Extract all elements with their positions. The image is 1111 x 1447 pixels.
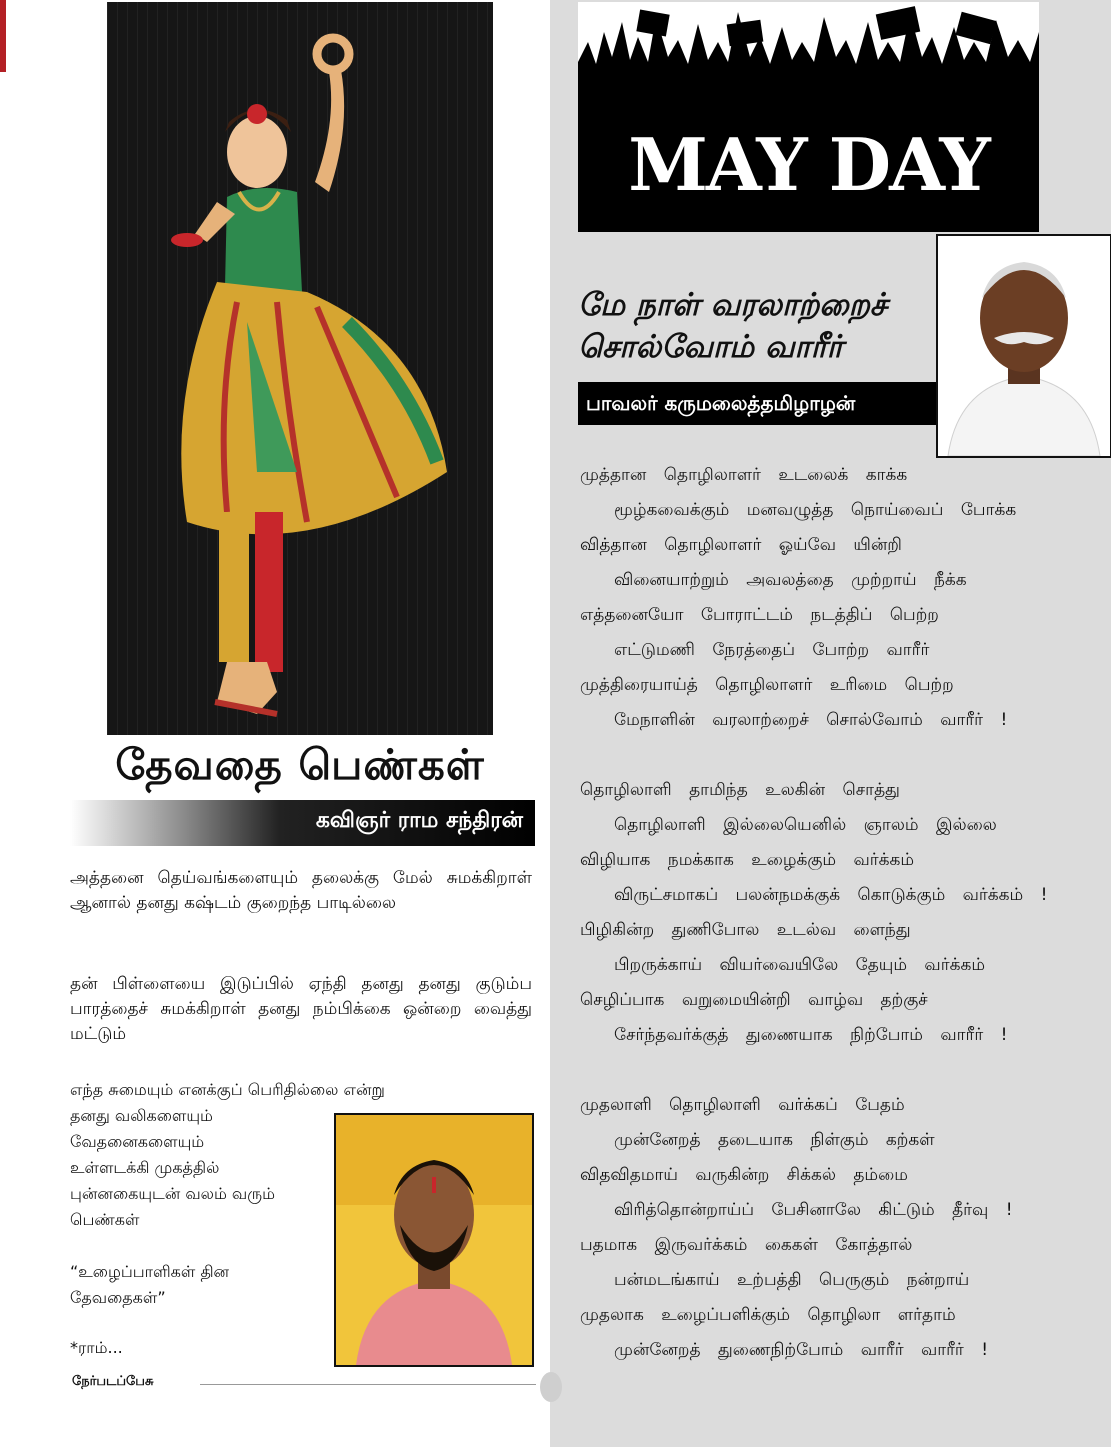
verse-line: பன்மடங்காய் உற்பத்தி பெருகும் நன்றாய் (614, 1270, 970, 1290)
verse-line: எத்தனையோ போராட்டம் நடத்திப் பெற்ற (580, 605, 939, 625)
poem-line: புன்னகையுடன் வலம் வரும் (70, 1184, 275, 1203)
verse-line: விருட்சமாகப் பலன்நமக்குக் கொடுக்கும் வர்க்கம் ! (614, 885, 1048, 905)
verse-line: விதவிதமாய் வருகின்ற சிக்கல் தம்மை (580, 1165, 908, 1185)
verse-line: பதமாக இருவர்க்கம் கைகள் கோத்தால் (580, 1235, 913, 1255)
may-day-banner (578, 2, 1039, 232)
verse-line: பிழிகின்ற துணிபோல உடல்வ ளைந்து (580, 920, 911, 940)
poem-title-line: சொல்வோம் வாரீர் (578, 329, 843, 365)
verse-line: முன்னேறத் தடையாக நிள்கும் கற்கள் (614, 1130, 935, 1150)
verse-line: தொழிலாளி இல்லையெனில் ஞாலம் இல்லை (614, 815, 997, 835)
article-title: தேவதை பெண்கள் (115, 740, 485, 789)
poem-line: வேதனைகளையும் (70, 1132, 205, 1151)
verse-line: விழியாக நமக்காக உழைக்கும் வர்க்கம் (580, 850, 915, 870)
poet-photo (936, 234, 1111, 458)
verse-line: மேநாளின் வரலாற்றைச் சொல்வோம் வாரீர் ! (614, 710, 1008, 730)
verse-line: வித்தான தொழிலாளர் ஓய்வே யின்றி (580, 535, 902, 555)
dancer-painting (107, 2, 493, 735)
verse-line: வினையாற்றும் அவலத்தை முற்றாய் நீக்க (614, 570, 967, 590)
verse-line: எட்டுமணி நேரத்தைப் போற்ற வாரீர் (614, 640, 930, 660)
crowd-silhouette-icon (578, 2, 1039, 112)
poem-line: எந்த சுமையும் எனக்குப் பெரிதில்லை என்று (70, 1080, 385, 1099)
verse-line: முதலாளி தொழிலாளி வர்க்கப் பேதம் (580, 1095, 905, 1115)
verse-line: செழிப்பாக வறுமையின்றி வாழ்வ தற்குச் (580, 990, 928, 1010)
verse-line: முதலாக உழைப்பளிக்கும் தொழிலா ளர்தாம் (580, 1305, 956, 1325)
verse-line: தொழிலாளி தாமிந்த உலகின் சொத்து (580, 780, 900, 800)
banner-title: MAY DAY (628, 122, 989, 207)
quote-line: “உழைப்பாளிகள் தின (70, 1262, 230, 1281)
verse-line: சேர்ந்தவர்க்குத் துணையாக நிற்போம் வாரீர் ! (614, 1025, 1008, 1045)
poem-title-line: மே நாள் வரலாற்றைச் (578, 287, 887, 323)
author-bar (70, 800, 535, 846)
poem-line: உள்ளடக்கி முகத்தில் (70, 1158, 220, 1177)
footer-label: நேர்படப்பேசு (72, 1374, 154, 1389)
poem-line: பெண்கள் (70, 1210, 140, 1229)
verse-line: முத்திரையாய்த் தொழிலாளர் உரிமை பெற்ற (580, 675, 954, 695)
verse-line: மூழ்கவைக்கும் மனவழுத்த நொய்வைப் போக்க (614, 500, 1017, 520)
poem-line: தனது வலிகளையும் (70, 1106, 213, 1125)
footer-rule (200, 1384, 536, 1385)
paragraph-2: தன் பிள்ளையை இடுப்பில் ஏந்தி தனது தனது குடும்ப பாரத்தைச் சுமக்கிறாள் தனது நம்பிக்கை ஒன்றை வைத்து மட்டும் (70, 974, 532, 1044)
page-dot (540, 1372, 562, 1402)
verse-line: முத்தான தொழிலாளர் உடலைக் காக்க (580, 465, 908, 485)
page-edge-mark (0, 0, 6, 72)
verse-line: பிறருக்காய் வியர்வையிலே தேயும் வர்க்கம் (614, 955, 986, 975)
poet-bar (578, 382, 936, 425)
verse-line: விரித்தொன்றாய்ப் பேசினாலே கிட்டும் தீர்வு ! (614, 1200, 1013, 1220)
author-photo (334, 1113, 534, 1367)
poet-name: பாவலர் கருமலைத்தமிழாழன் (586, 391, 856, 415)
poem-title (578, 284, 930, 368)
author-name: கவிஞர் ராம சந்திரன் (315, 808, 523, 833)
verse-line: முன்னேறத் துணைநிற்போம் வாரீர் வாரீர் ! (614, 1340, 989, 1360)
signature: *ராம்... (70, 1338, 123, 1357)
paragraph-1: அத்தனை தெய்வங்களையும் தலைக்கு மேல் சுமக்கிறாள் ஆனால் தனது கஷ்டம் குறைந்த பாடில்லை (70, 868, 532, 913)
quote-line: தேவதைகள்” (70, 1288, 166, 1307)
